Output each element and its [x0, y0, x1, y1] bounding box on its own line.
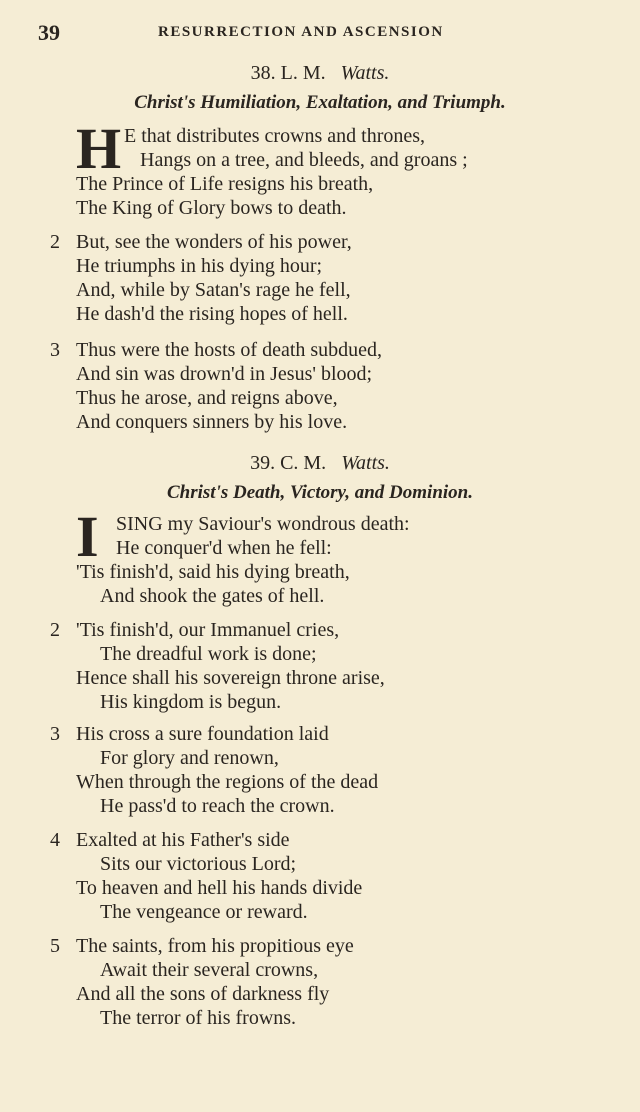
hymn-38-number-meter: 38. L. M.: [250, 62, 326, 84]
hymn-38-author: Watts.: [340, 62, 390, 84]
verse-line: And shook the gates of hell.: [100, 585, 325, 607]
verse-line: E that distributes crowns and thrones,: [124, 125, 426, 147]
verse-line: His cross a sure foundation laid: [76, 723, 329, 745]
verse-line: Thus were the hosts of death subdued,: [76, 339, 383, 361]
verse-line: Thus he arose, and reigns above,: [76, 387, 338, 409]
verse-line: The King of Glory bows to death.: [76, 197, 347, 219]
page-number: 39: [38, 20, 60, 45]
hymn-38-header: [0, 62, 640, 85]
verse-line: 'Tis finish'd, our Immanuel cries,: [76, 619, 340, 641]
stanza-number: 3: [50, 339, 60, 361]
verse-line: The Prince of Life resigns his breath,: [76, 173, 374, 195]
verse-line: He conquer'd when he fell:: [116, 537, 332, 559]
verse-line: And sin was drown'd in Jesus' blood;: [76, 363, 373, 385]
hymn-39-header: [0, 452, 640, 475]
stanza-number: 4: [50, 829, 60, 851]
verse-line: His kingdom is begun.: [100, 691, 282, 713]
stanza-number: 2: [50, 231, 60, 253]
dropcap: H: [76, 116, 122, 181]
verse-line: Hangs on a tree, and bleeds, and groans ;: [140, 149, 468, 171]
running-title: RESURRECTION AND ASCENSION: [158, 24, 444, 40]
verse-line: But, see the wonders of his power,: [76, 231, 352, 253]
verse-line: He pass'd to reach the crown.: [100, 795, 335, 817]
verse-line: He triumphs in his dying hour;: [76, 255, 323, 277]
verse-line: SING my Saviour's wondrous death:: [116, 513, 410, 535]
dropcap: I: [76, 504, 99, 569]
verse-line: Sits our victorious Lord;: [100, 853, 297, 875]
verse-line: The dreadful work is done;: [100, 643, 317, 665]
verse-line: The terror of his frowns.: [100, 1007, 297, 1029]
stanza-number: 3: [50, 723, 60, 745]
verse-line: When through the regions of the dead: [76, 771, 379, 793]
hymn-39-number-meter: 39. C. M.: [250, 452, 327, 474]
verse-line: And all the sons of darkness fly: [76, 983, 330, 1005]
stanza-number: 2: [50, 619, 60, 641]
hymn-38-subject: Christ's Humiliation, Exaltation, and Triumph.: [134, 92, 506, 113]
verse-line: To heaven and hell his hands divide: [76, 877, 363, 899]
verse-line: And, while by Satan's rage he fell,: [76, 279, 351, 301]
verse-line: He dash'd the rising hopes of hell.: [76, 303, 348, 325]
verse-line: And conquers sinners by his love.: [76, 411, 348, 433]
verse-line: Exalted at his Father's side: [76, 829, 290, 851]
verse-line: For glory and renown,: [100, 747, 279, 769]
hymn-39-author: Watts.: [341, 452, 390, 474]
verse-line: Hence shall his sovereign throne arise,: [76, 667, 385, 689]
verse-line: The saints, from his propitious eye: [76, 935, 354, 957]
stanza-number: 5: [50, 935, 60, 957]
hymn-39-subject: Christ's Death, Victory, and Dominion.: [166, 482, 473, 503]
verse-line: 'Tis finish'd, said his dying breath,: [76, 561, 350, 583]
running-head: [38, 20, 583, 48]
verse-line: The vengeance or reward.: [100, 901, 308, 923]
verse-line: Await their several crowns,: [100, 959, 319, 981]
